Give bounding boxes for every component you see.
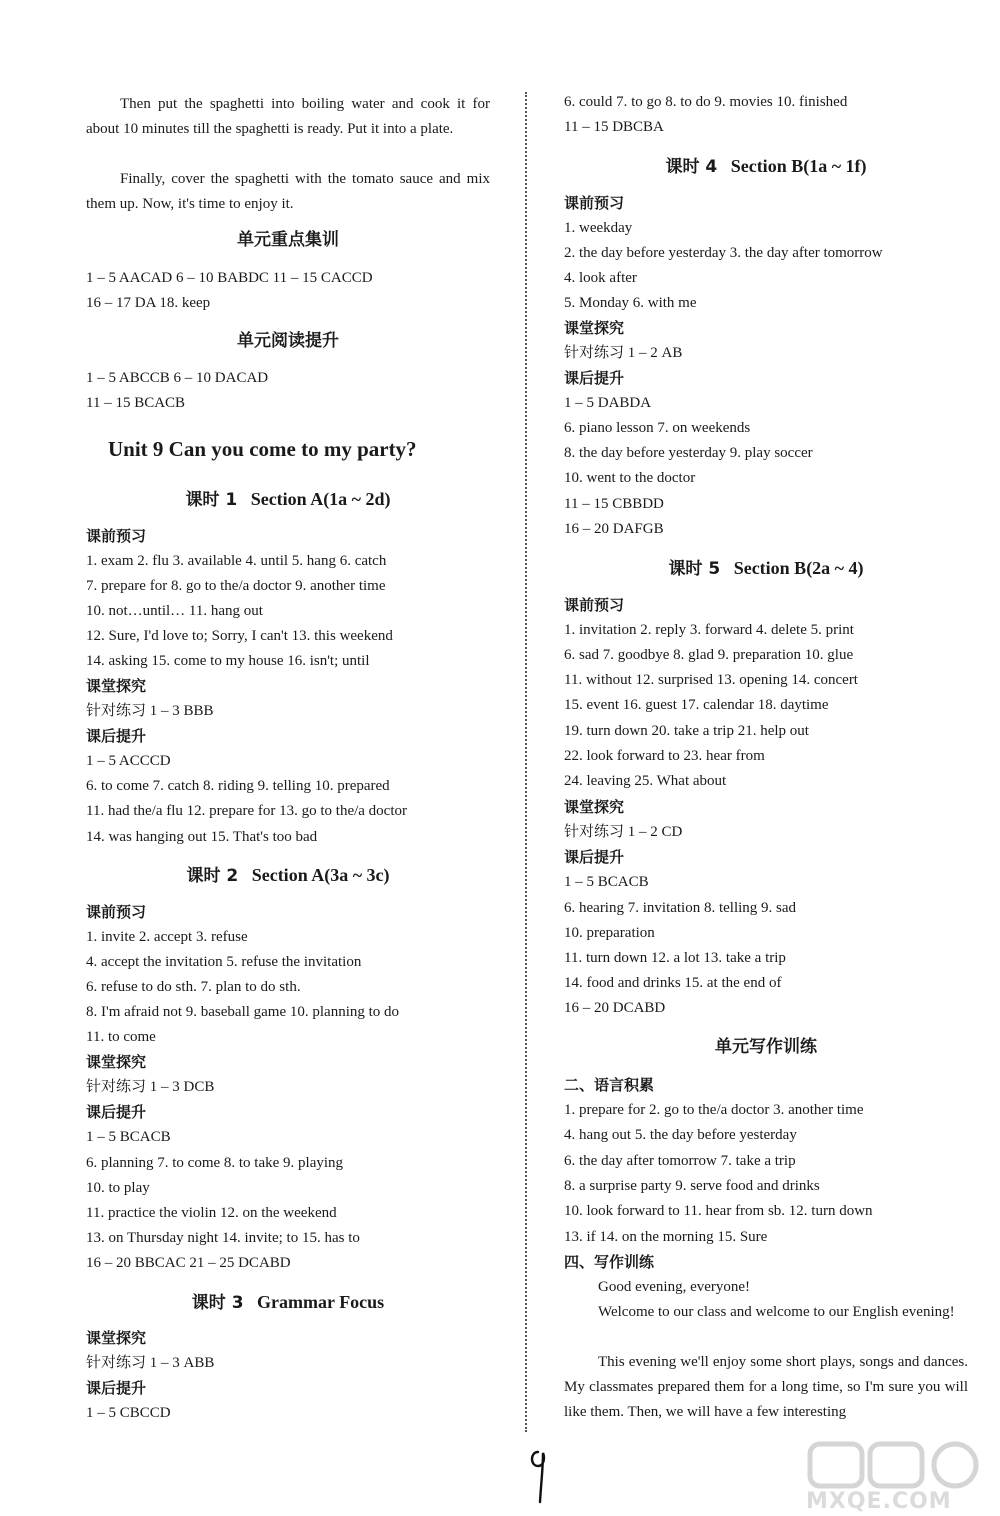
answer-line: 1. weekday: [564, 220, 633, 236]
unit-title: Unit 9 Can you come to my party?: [108, 437, 417, 461]
label-after-class: 课后提升: [564, 848, 625, 866]
answer-line: 1. invitation 2. reply 3. forward 4. delete 5. print: [564, 622, 854, 638]
answer-line: 8. a surprise party 9. serve food and drinks: [564, 1178, 820, 1194]
lesson-label: 课时 1: [185, 490, 238, 510]
answer-line: 6. the day after tomorrow 7. take a trip: [564, 1153, 796, 1169]
answer-line: 10. went to the doctor: [564, 470, 696, 486]
label-classroom: 课堂探究: [564, 798, 625, 816]
answer-line: 针对练习 1 – 3 ABB: [86, 1355, 215, 1371]
lesson-section: Section B(2a ~ 4): [733, 558, 864, 578]
answer-line: 1 – 5 BCACB: [564, 874, 649, 890]
label-writing-practice: 四、写作训练: [564, 1253, 655, 1271]
answer-line: 11. turn down 12. a lot 13. take a trip: [564, 950, 786, 966]
answer-line: 11 – 15 BCACB: [86, 395, 186, 411]
lesson-3-heading: [86, 1289, 490, 1316]
recipe-paragraph-1: Then put the spaghetti into boiling water and cook it for about 10 minutes till the spaghetti is ready. Put it into a plate.: [86, 96, 490, 137]
lesson-2-heading: [86, 862, 490, 889]
answer-line: 1 – 5 ACCCD: [86, 753, 171, 769]
answer-line: 14. asking 15. come to my house 16. isn't; until: [86, 653, 370, 669]
answer-line: 4. look after: [564, 270, 637, 286]
label-classroom: 课堂探究: [86, 1053, 147, 1071]
lesson-label: 课时 4: [665, 157, 718, 177]
answer-line: 24. leaving 25. What about: [564, 773, 727, 789]
label-classroom: 课堂探究: [564, 319, 625, 337]
label-after-class: 课后提升: [86, 1379, 147, 1397]
answer-line: 13. if 14. on the morning 15. Sure: [564, 1229, 768, 1245]
label-preview: 课前预习: [564, 194, 625, 212]
lesson-label: 课时 3: [191, 1293, 244, 1313]
lesson-section: Section A(3a ~ 3c): [251, 865, 390, 885]
answer-line: 10. preparation: [564, 925, 655, 941]
answer-line: 10. not…until… 11. hang out: [86, 603, 263, 619]
answer-line: 11. without 12. surprised 13. opening 14. concert: [564, 672, 858, 688]
answer-line: 16 – 20 BBCAC 21 – 25 DCABD: [86, 1255, 291, 1271]
answer-line: 13. on Thursday night 14. invite; to 15. has to: [86, 1230, 360, 1246]
label-preview: 课前预习: [86, 903, 147, 921]
answer-line: 14. was hanging out 15. That's too bad: [86, 829, 318, 845]
answer-line: 6. sad 7. goodbye 8. glad 9. preparation 10. glue: [564, 647, 854, 663]
answer-line: 1 – 5 AACAD 6 – 10 BABDC 11 – 15 CACCD: [86, 270, 373, 286]
label-after-class: 课后提升: [86, 1103, 147, 1121]
answer-line: 针对练习 1 – 3 BBB: [86, 703, 214, 719]
answer-line: 14. food and drinks 15. at the end of: [564, 975, 782, 991]
lesson-5-heading: [564, 555, 968, 582]
answer-line: 1 – 5 ABCCB 6 – 10 DACAD: [86, 370, 269, 386]
section-heading-key-training: 单元重点集训: [237, 230, 339, 250]
answer-line: 6. refuse to do sth. 7. plan to do sth.: [86, 979, 301, 995]
answer-line: 1 – 5 CBCCD: [86, 1405, 171, 1421]
answer-line: 11. practice the violin 12. on the weekend: [86, 1205, 337, 1221]
answer-line: 8. the day before yesterday 9. play soccer: [564, 445, 813, 461]
writing-paragraph-3: This evening we'll enjoy some short plays, songs and dances. My classmates prepared them for a long time, so I'm sure you will like them. Then, we will have a few interesting: [564, 1354, 968, 1420]
watermark-logo: [800, 1440, 990, 1516]
lesson-4-heading: [564, 153, 968, 180]
answer-line: 1. prepare for 2. go to the/a doctor 3. another time: [564, 1102, 864, 1118]
section-heading-writing: 单元写作训练: [715, 1037, 817, 1057]
answer-line: 2. the day before yesterday 3. the day after tomorrow: [564, 245, 883, 261]
answer-line: 6. hearing 7. invitation 8. telling 9. sad: [564, 900, 797, 916]
answer-line: 11 – 15 CBBDD: [564, 496, 664, 512]
answer-line: 7. prepare for 8. go to the/a doctor 9. another time: [86, 578, 386, 594]
answer-line: 8. I'm afraid not 9. baseball game 10. planning to do: [86, 1004, 400, 1020]
answer-line: 11 – 15 DBCBA: [564, 119, 664, 135]
answer-line: 15. event 16. guest 17. calendar 18. daytime: [564, 697, 829, 713]
answer-line: 针对练习 1 – 2 CD: [564, 824, 683, 840]
answer-line: 12. Sure, I'd love to; Sorry, I can't 13. this weekend: [86, 628, 393, 644]
label-preview: 课前预习: [564, 596, 625, 614]
answer-line: 16 – 20 DCABD: [564, 1000, 666, 1016]
answer-line: 10. to play: [86, 1180, 150, 1196]
page-number-glyph: [528, 1448, 552, 1504]
section-heading-reading: 单元阅读提升: [237, 331, 339, 351]
answer-line: 针对练习 1 – 3 DCB: [86, 1079, 215, 1095]
label-classroom: 课堂探究: [86, 677, 147, 695]
label-after-class: 课后提升: [564, 369, 625, 387]
answer-line: 6. to come 7. catch 8. riding 9. telling 10. prepared: [86, 778, 390, 794]
writing-paragraph-1: Good evening, everyone!: [598, 1279, 751, 1295]
label-preview: 课前预习: [86, 527, 147, 545]
answer-line: 1 – 5 BCACB: [86, 1129, 171, 1145]
answer-line: 6. planning 7. to come 8. to take 9. playing: [86, 1155, 344, 1171]
label-after-class: 课后提升: [86, 727, 147, 745]
answer-line: 11. had the/a flu 12. prepare for 13. go to the/a doctor: [86, 803, 408, 819]
answer-line: 6. piano lesson 7. on weekends: [564, 420, 751, 436]
lesson-label: 课时 2: [186, 866, 239, 886]
answer-line: 4. hang out 5. the day before yesterday: [564, 1127, 797, 1143]
label-classroom: 课堂探究: [86, 1329, 147, 1347]
watermark-icon: [800, 1440, 990, 1490]
answer-line: 19. turn down 20. take a trip 21. help out: [564, 723, 809, 739]
answer-line: 1. invite 2. accept 3. refuse: [86, 929, 248, 945]
writing-paragraph-2: Welcome to our class and welcome to our English evening!: [598, 1304, 955, 1320]
answer-line: 6. could 7. to go 8. to do 9. movies 10. finished: [564, 94, 848, 110]
lesson-section: Section A(1a ~ 2d): [250, 489, 391, 509]
answer-line: 22. look forward to 23. hear from: [564, 748, 765, 764]
recipe-paragraph-2: Finally, cover the spaghetti with the tomato sauce and mix them up. Now, it's time to enjoy it.: [86, 171, 490, 212]
answer-line: 1 – 5 DABDA: [564, 395, 652, 411]
lesson-section: Grammar Focus: [257, 1292, 385, 1312]
answer-line: 10. look forward to 11. hear from sb. 12. turn down: [564, 1203, 873, 1219]
watermark-text: MXQE.COM: [806, 1489, 952, 1514]
lesson-1-heading: [86, 486, 490, 513]
answer-line: 针对练习 1 – 2 AB: [564, 345, 683, 361]
answer-line: 16 – 20 DAFGB: [564, 521, 664, 537]
answer-line: 11. to come: [86, 1029, 156, 1045]
lesson-section: Section B(1a ~ 1f): [730, 156, 867, 176]
answer-line: 16 – 17 DA 18. keep: [86, 295, 211, 311]
answer-line: 5. Monday 6. with me: [564, 295, 697, 311]
column-divider: [525, 92, 527, 1432]
answer-line: 1. exam 2. flu 3. available 4. until 5. hang 6. catch: [86, 553, 387, 569]
answer-line: 4. accept the invitation 5. refuse the invitation: [86, 954, 362, 970]
lesson-label: 课时 5: [668, 559, 721, 579]
label-language-accumulation: 二、语言积累: [564, 1076, 655, 1094]
page-number: [528, 1448, 552, 1509]
